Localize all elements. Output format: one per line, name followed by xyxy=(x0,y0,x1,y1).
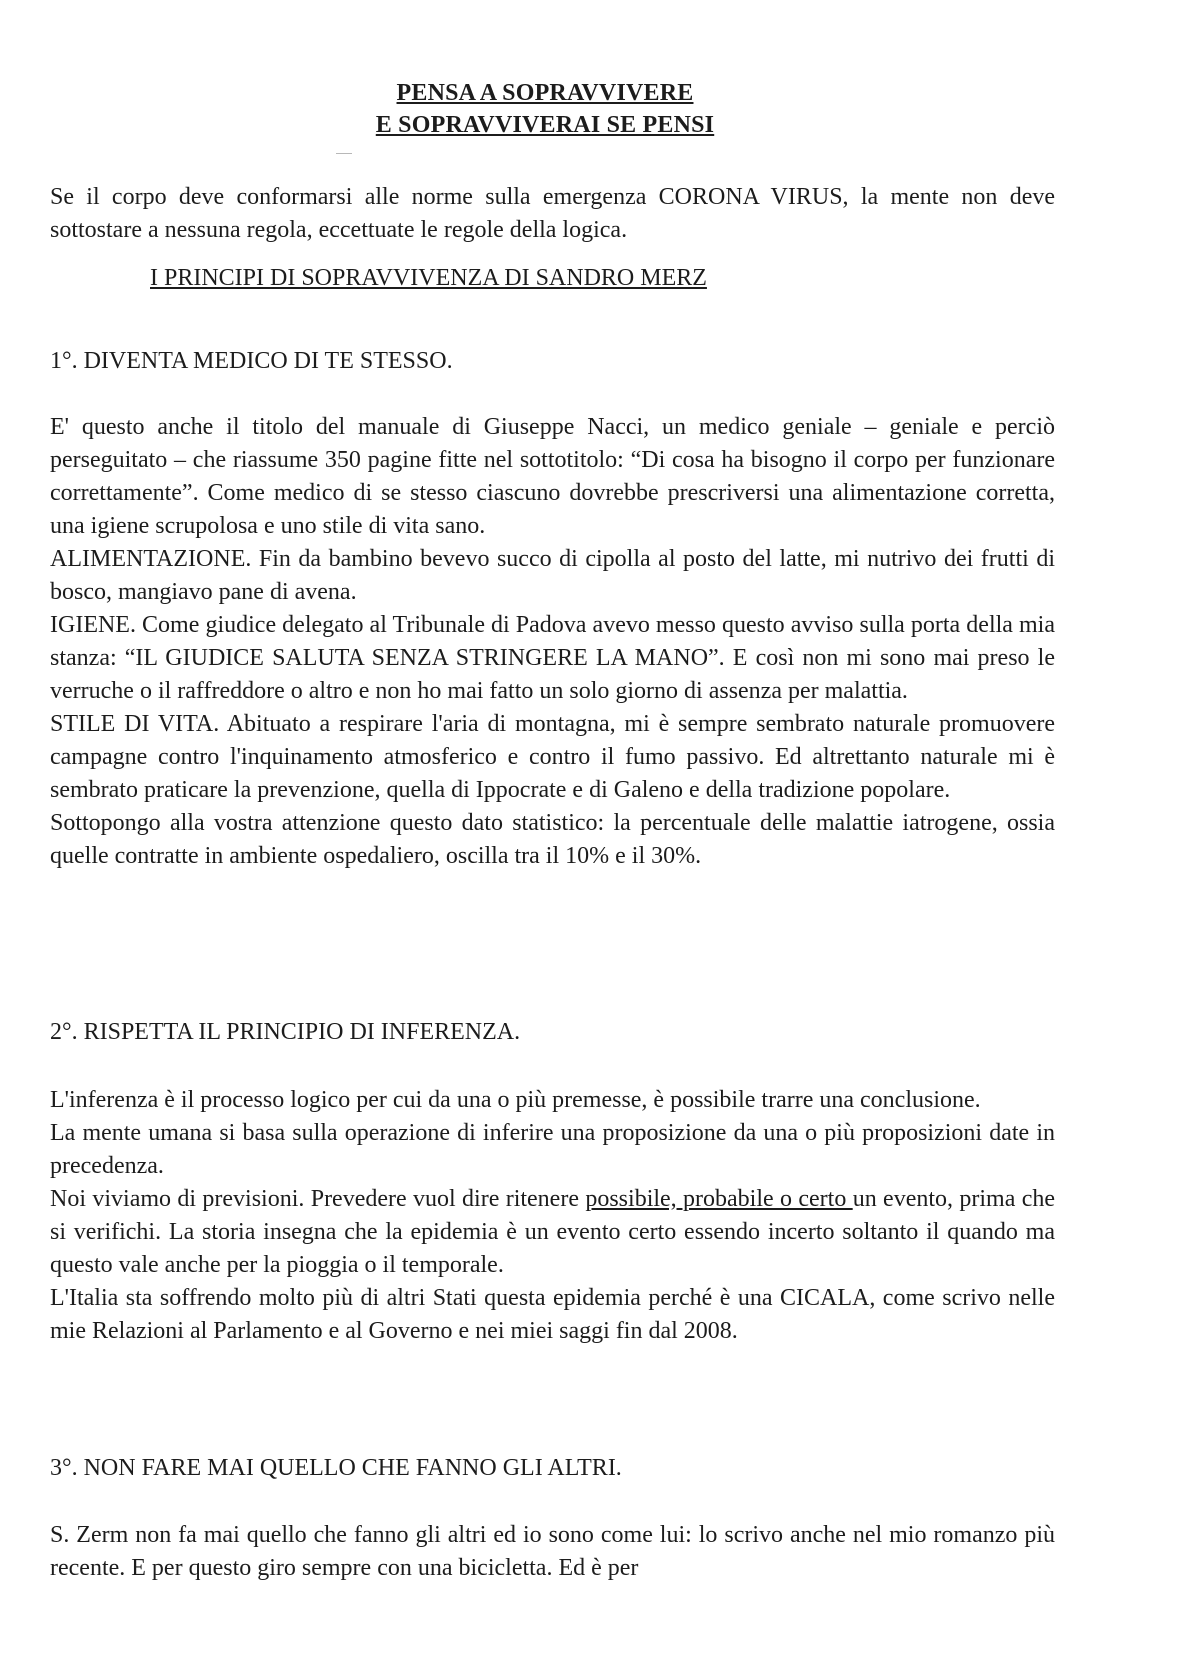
section-1-body xyxy=(50,411,1055,873)
section-3-body xyxy=(50,1519,1055,1585)
section-1-heading: 1°. DIVENTA MEDICO DI TE STESSO. xyxy=(50,348,453,374)
section-3-paragraph: S. Zerm non fa mai quello che fanno gli altri ed io sono come lui: lo scrivo anche nel mio romanzo più recente. E per questo giro sempre con una bicicletta. Ed è per xyxy=(50,1522,1055,1581)
title-line-2: E SOPRAVVIVERAI SE PENSI xyxy=(375,112,715,138)
section-2-body xyxy=(50,1084,1055,1348)
p3-underlined: possibile, probabile o certo xyxy=(585,1186,853,1212)
scan-mark xyxy=(336,153,352,154)
section-1-paragraph: IGIENE. Come giudice delegato al Tribunale di Padova avevo messo questo avviso sulla porta della mia stanza: “IL GIUDICE SALUTA SENZA STRINGERE LA MANO”. E così non mi sono mai preso le verruche o il raffreddore o altro e non ho mai fatto un solo giorno di assenza per malattia. xyxy=(50,612,1055,704)
section-3-heading: 3°. NON FARE MAI QUELLO CHE FANNO GLI ALTRI. xyxy=(50,1455,622,1481)
section-1-paragraph: STILE DI VITA. Abituato a respirare l'aria di montagna, mi è sempre sembrato naturale promuovere campagne contro l'inquinamento atmosferico e contro il fumo passivo. Ed altrettanto naturale mi è sembrato praticare la prevenzione, quella di Ippocrate e di Galeno e della tradizione popolare. xyxy=(50,711,1055,803)
intro-paragraph xyxy=(50,181,1055,247)
section-2-paragraph: La mente umana si basa sulla operazione di inferire una proposizione da una o più proposizioni date in precedenza. xyxy=(50,1120,1055,1179)
section-2-heading: 2°. RISPETTA IL PRINCIPIO DI INFERENZA. xyxy=(50,1019,521,1045)
section-2-paragraph: L'inferenza è il processo logico per cui da una o più premesse, è possibile trarre una conclusione. xyxy=(50,1087,981,1113)
scan-speck xyxy=(330,0,340,12)
section-1-paragraph: E' questo anche il titolo del manuale di Giuseppe Nacci, un medico geniale – geniale e perciò perseguitato – che riassume 350 pagine fitte nel sottotitolo: “Di cosa ha bisogno il corpo per funzionare correttamente”. Come medico di se stesso ciascuno dovrebbe prescriversi una alimentazione corretta, una igiene scrupolosa e uno stile di vita sano. xyxy=(50,414,1055,539)
section-2-paragraph-previsioni xyxy=(50,1183,1055,1282)
section-subtitle: I PRINCIPI DI SOPRAVVIVENZA DI SANDRO MERZ xyxy=(150,265,707,291)
section-1-paragraph: ALIMENTAZIONE. Fin da bambino bevevo succo di cipolla al posto del latte, mi nutrivo dei frutti di bosco, mangiavo pane di avena. xyxy=(50,546,1055,605)
section-2-paragraph: L'Italia sta soffrendo molto più di altri Stati questa epidemia perché è una CICALA, come scrivo nelle mie Relazioni al Parlamento e al Governo e nei miei saggi fin dal 2008. xyxy=(50,1285,1055,1344)
title-line-1: PENSA A SOPRAVVIVERE xyxy=(396,80,694,106)
p3-before: Noi viviamo di previsioni. Prevedere vuol dire ritenere xyxy=(50,1186,586,1212)
intro-text: Se il corpo deve conformarsi alle norme sulla emergenza CORONA VIRUS, la mente non deve sottostare a nessuna regola, eccettuate le regole della logica. xyxy=(50,184,1055,243)
p3-after: un evento, prima che si verifichi. La storia insegna che la epidemia è un evento certo essendo incerto soltanto il quando ma questo vale anche per la pioggia o il temporale. xyxy=(50,1186,1056,1278)
section-1-paragraph: Sottopongo alla vostra attenzione questo dato statistico: la percentuale delle malattie iatrogene, ossia quelle contratte in ambiente ospedaliero, oscilla tra il 10% e il 30%. xyxy=(50,810,1055,869)
